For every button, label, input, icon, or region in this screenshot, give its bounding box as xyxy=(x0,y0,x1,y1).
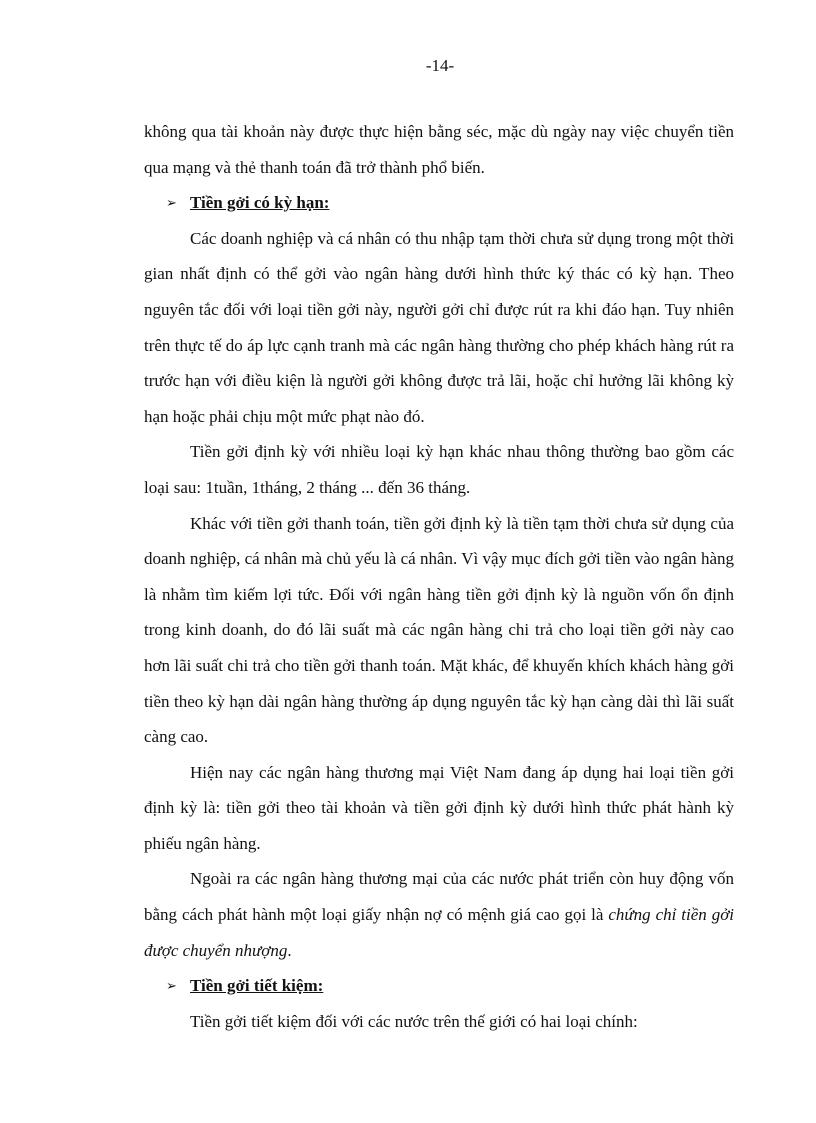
paragraph-term-vs-payment: Khác với tiền gởi thanh toán, tiền gởi định kỳ là tiền tạm thời chưa sử dụng của doanh nghiệp, cá nhân mà chủ yếu là cá nhân. Vì vậy mục đích gởi tiền vào ngân hàng là nhằm tìm kiếm lợi tức. Đối với ngân hàng tiền gởi định kỳ là nguồn vốn ổn định trong kinh doanh, do đó lãi suất mà các ngân hàng chi trả cho loại tiền gởi này cao hơn lãi suất chi trả cho tiền gởi thanh toán. Mặt khác, để khuyến khích khách hàng gởi tiền theo kỳ hạn dài ngân hàng thường áp dụng nguyên tắc kỳ hạn càng dài thì lãi suất càng cao. xyxy=(144,513,734,747)
paragraph-vietnam-banks: Hiện nay các ngân hàng thương mại Việt Nam đang áp dụng hai loại tiền gởi định kỳ là: tiền gởi theo tài khoản và tiền gởi định kỳ dưới hình thức phát hành kỳ phiếu ngân hàng. xyxy=(144,762,734,853)
paragraph-term-deposit-intro: Các doanh nghiệp và cá nhân có thu nhập tạm thời chưa sử dụng trong một thời gian nhất định có thể gởi vào ngân hàng dưới hình thức ký thác có kỳ hạn. Theo nguyên tắc đối với loại tiền gởi này, người gởi chỉ được rút ra khi đáo hạn. Tuy nhiên trên thực tế do áp lực cạnh tranh mà các ngân hàng thường cho phép khách hàng rút ra trước hạn với điều kiện là người gởi không được trả lãi, hoặc chỉ hưởng lãi không kỳ hạn hoặc phải chịu một mức phạt nào đó. xyxy=(144,228,734,426)
heading-label: Tiền gởi tiết kiệm: xyxy=(190,976,324,996)
page-number: -14- xyxy=(425,56,455,75)
heading-label: Tiền gởi có kỳ hạn: xyxy=(190,193,330,213)
section-heading-term-deposit xyxy=(144,185,734,221)
paragraph-continued: không qua tài khoản này được thực hiện bằng séc, mặc dù ngày nay việc chuyển tiền qua mạng và thẻ thanh toán đã trở thành phổ biến. xyxy=(144,122,734,177)
paragraph-certificate-deposit xyxy=(144,861,734,968)
section-heading-savings xyxy=(144,968,734,1004)
arrowhead-icon: ➢ xyxy=(166,978,177,994)
paragraph-term-types: Tiền gởi định kỳ với nhiều loại kỳ hạn khác nhau thông thường bao gồm các loại sau: 1tuần, 1tháng, 2 tháng ... đến 36 tháng. xyxy=(144,442,734,497)
paragraph-savings-intro: Tiền gởi tiết kiệm đối với các nước trên thế giới có hai loại chính: xyxy=(190,1011,638,1031)
document-body xyxy=(144,114,734,1039)
paragraph-end: . xyxy=(287,940,292,960)
paragraph-text: Ngoài ra các ngân hàng thương mại của các nước phát triển còn huy động vốn bằng cách phát hành một loại giấy nhận nợ có mệnh giá cao gọi là xyxy=(144,869,734,925)
arrowhead-icon: ➢ xyxy=(166,195,177,211)
paragraph-italic-term: chứng chỉ tiền gởi được chuyển nhượng xyxy=(144,905,735,960)
